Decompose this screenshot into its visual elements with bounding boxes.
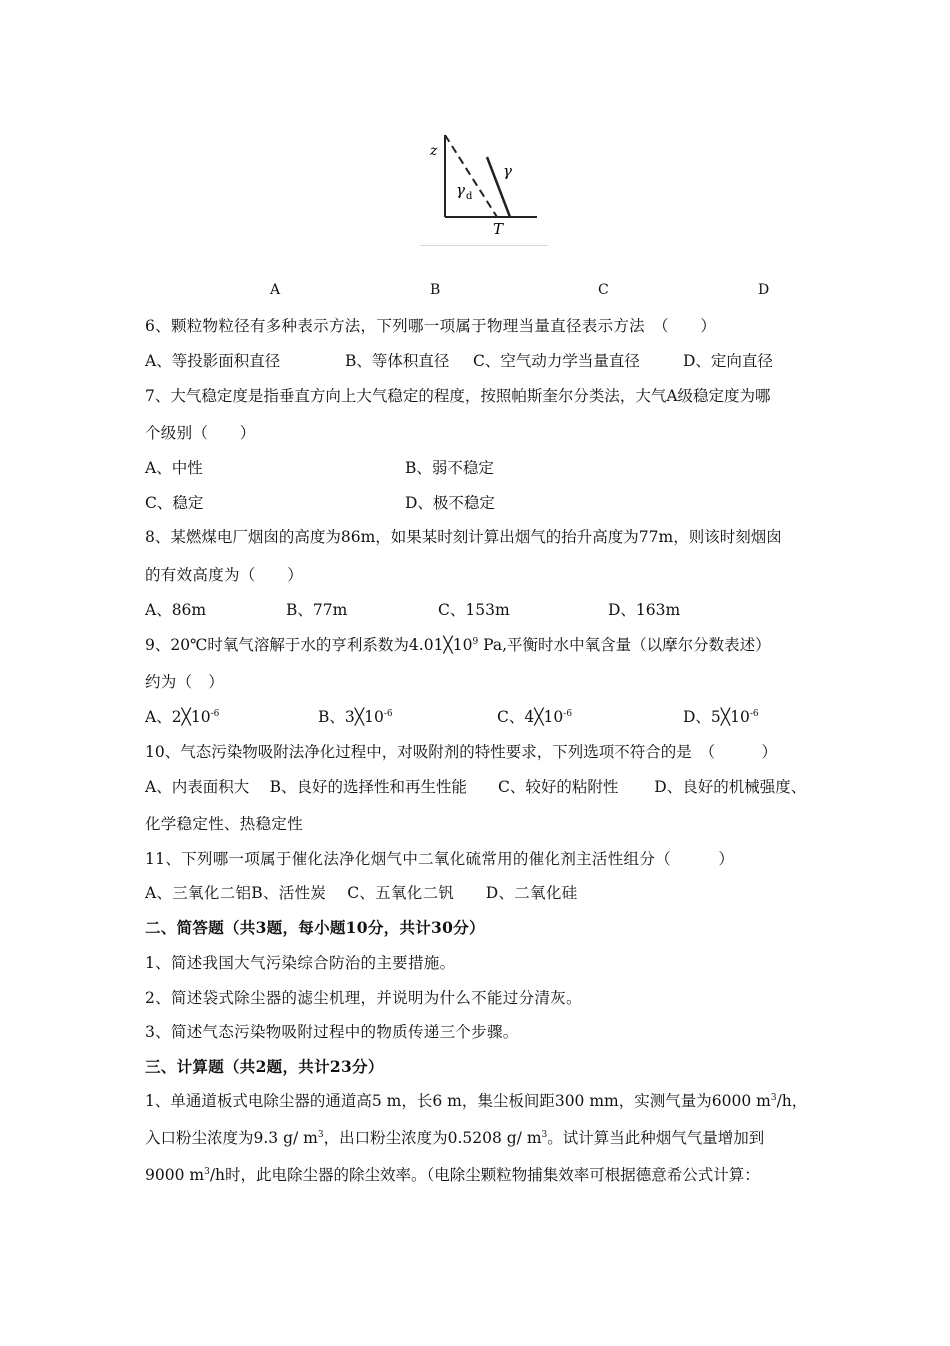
q9-option-a-text: A、2╳10: [145, 708, 211, 726]
axis-t-label: T: [493, 220, 504, 238]
q8-stem-line1: 8、某燃煤电厂烟囱的高度为86m，如果某时刻计算出烟气的抬升高度为77m，则该时刻烟囱: [145, 528, 782, 546]
q11-options: A、三氧化二铝B、活性炭 C、五氧化二钒 D、二氧化硅: [145, 884, 578, 902]
section3-q1-line2: [145, 1126, 764, 1148]
section3-title: 三、计算题（共2题，共计23分）: [145, 1057, 384, 1076]
q6-option-d: D、定向直径: [683, 352, 773, 370]
figure-option-b: B: [430, 282, 441, 298]
q9-option-b-text: B、3╳10: [318, 708, 384, 726]
q9-stem-exponent: 9: [472, 636, 479, 647]
section2-q2: 2、简述袋式除尘器的滤尘机理，并说明为什么不能过分清灰。: [145, 989, 582, 1007]
figure-option-a: A: [270, 282, 281, 298]
figure-option-d: D: [758, 282, 770, 298]
q9-option-d: [683, 705, 759, 727]
q9-option-b-exponent: -6: [383, 708, 393, 719]
s3q1-l3-pre: 9000 m: [145, 1166, 205, 1184]
q9-option-d-text: D、5╳10: [683, 708, 750, 726]
section2-q1: 1、简述我国大气污染综合防治的主要措施。: [145, 954, 456, 972]
section3-q1-line1: [145, 1089, 807, 1111]
gamma-d-subscript: d: [466, 191, 473, 202]
gamma-d-line: [445, 135, 497, 217]
q9-stem-post: Pa,平衡时水中氧含量（以摩尔分数表述）: [478, 636, 771, 654]
q6-option-c: C、空气动力学当量直径: [473, 352, 640, 370]
q10-options-line1: A、内表面积大 B、良好的选择性和再生性能 C、较好的粘附性 D、良好的机械强度、: [145, 778, 807, 796]
lapse-rate-diagram: [415, 130, 550, 248]
q7-option-b: B、弱不稳定: [405, 459, 494, 477]
s3q1-l2-sup1: 3: [317, 1129, 324, 1140]
q6-option-a: A、等投影面积直径: [145, 352, 281, 370]
q9-option-c-text: C、4╳10: [497, 708, 564, 726]
s3q1-l1-pre: 1、单通道板式电除尘器的通道高5 m，长6 m，集尘板间距300 mm，实测气量为6000 m: [145, 1092, 771, 1110]
q9-option-a-exponent: -6: [210, 708, 220, 719]
q6-option-b: B、等体积直径: [345, 352, 450, 370]
figure-option-c: C: [598, 282, 609, 298]
q7-option-d: D、极不稳定: [405, 494, 495, 512]
q7-option-c: C、稳定: [145, 494, 204, 512]
q9-stem-pre: 9、20℃时氧气溶解于水的亨利系数为4.01╳10: [145, 636, 473, 654]
s3q1-l2-sup2: 3: [541, 1129, 548, 1140]
q9-stem-line1: [145, 633, 771, 655]
q9-stem-line2: 约为（ ）: [145, 673, 225, 691]
q7-stem-line2: 个级别（ ）: [145, 424, 256, 442]
s3q1-l2-c: 。试计算当此种烟气气量增加到: [547, 1129, 765, 1147]
axis-z-label: z: [430, 143, 438, 159]
gamma-d-label: γ: [456, 181, 465, 199]
q8-stem-line2: 的有效高度为（ ）: [145, 566, 304, 584]
q10-stem: 10、气态污染物吸附法净化过程中，对吸附剂的特性要求，下列选项不符合的是 （ ）: [145, 743, 777, 761]
gamma-label: γ: [503, 162, 512, 180]
q9-option-a: [145, 705, 219, 727]
q8-option-c: C、153m: [438, 601, 510, 619]
section3-q1-line3: [145, 1163, 760, 1185]
s3q1-l3-post: /h时，此电除尘器的除尘效率。（电除尘颗粒物捕集效率可根据德意希公式计算：: [209, 1166, 760, 1184]
section2-title: 二、简答题（共3题，每小题10分，共计30分）: [145, 918, 485, 937]
s3q1-l1-sup: 3: [770, 1092, 777, 1103]
q7-stem-line1: 7、大气稳定度是指垂直方向上大气稳定的程度，按照帕斯奎尔分类法，大气A级稳定度为哪: [145, 387, 771, 405]
section2-q3: 3、简述气态污染物吸附过程中的物质传递三个步骤。: [145, 1023, 519, 1041]
s3q1-l2-a: 入口粉尘浓度为9.3 g/ m: [145, 1129, 318, 1147]
q7-option-a: A、中性: [145, 459, 203, 477]
q9-option-c-exponent: -6: [563, 708, 573, 719]
figure-divider: [420, 245, 548, 246]
q11-stem: 11、下列哪一项属于催化法净化烟气中二氧化硫常用的催化剂主活性组分（ ）: [145, 850, 735, 868]
q10-options-line2: 化学稳定性、热稳定性: [145, 815, 304, 833]
q9-option-d-exponent: -6: [749, 708, 759, 719]
q9-option-c: [497, 705, 572, 727]
q8-option-a: A、86m: [145, 601, 207, 619]
q6-stem: 6、颗粒物粒径有多种表示方法，下列哪一项属于物理当量直径表示方法 （ ）: [145, 317, 717, 335]
q8-option-d: D、163m: [608, 601, 681, 619]
q8-option-b: B、77m: [286, 601, 348, 619]
s3q1-l3-sup: 3: [204, 1166, 210, 1177]
s3q1-l1-post: /h，: [776, 1092, 808, 1110]
s3q1-l2-b: ，出口粉尘浓度为0.5208 g/ m: [323, 1129, 542, 1147]
q9-option-b: [318, 705, 393, 727]
